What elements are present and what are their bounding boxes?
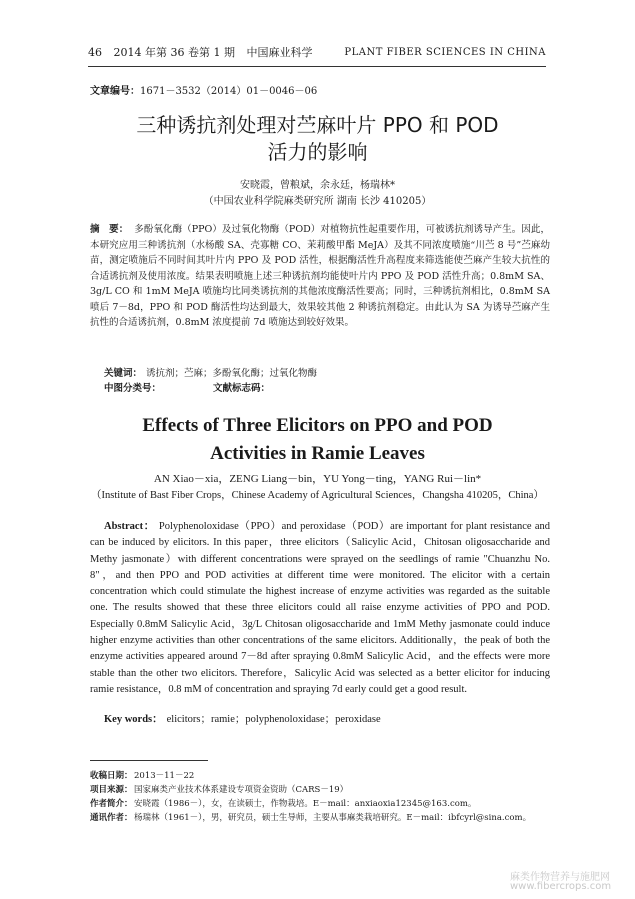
keywords-en-text: elicitors；ramie；polyphenoloxidase；peroxidase [166,714,381,725]
footnote-author-bio [90,797,550,811]
title-zh-line1: 三种诱抗剂处理对苎麻叶片 PPO 和 POD [136,113,499,137]
title-zh [0,112,635,166]
journal-name-zh: 中国麻业科学 [246,46,313,59]
footnote-text: 安晓霞（1986－），女，在读硕士，作物栽培。E－mail：anxiaoxia12345@163.com。 [134,799,477,809]
abstract-en-text: Polyphenoloxidase（PPO）and peroxidase（POD）are important for plant resistance and can be induced by elicitors. In this paper，three elicitors（Salicylic Acid，Chitosan oligosaccharide and Methy jasmonate）with different concentrations were sprayed on the seedlings of ramie "Chuanzhu No. 8"，and then PPO and POD activities at different time were monitored. The elicitor with a certain concentration which could stimulate the highest increase of enzyme activities was regarded as the suitable one. The results showed that these three elicitors could all raise enzyme activities of PPO and POD. Especially 0.8mM Salicylic Acid，3g/L Chitosan oligosaccharide and 1mM Methy jasmonate could induce higher enzyme activities than other concentrations of the same elicitors. Additionally，the peak of both the enzyme activities appeared around 7－8d after spraying 0.8mM Salicylic Acid，and the effects were more stable than the other two elicitors. Therefore，Salicylic Acid was selected as a better elicitor for inducing ramie resistance，0.8 mM of concentration and spraying 7d early could get a good result. [90,521,550,695]
abstract-en [90,519,550,698]
title-en [0,412,635,468]
issue-info: 2014 年第 36 卷第 1 期 [113,46,235,59]
abstract-zh [90,222,550,331]
watermark-line1: 麻类作物营养与施肥网 [510,872,610,883]
authors-zh: 安晓霞，曾粮斌，余永廷，杨瑞林* [240,180,395,191]
abstract-zh-label: 摘 要： [90,224,129,235]
running-header [88,46,546,67]
title-zh-line2: 活力的影响 [267,140,368,164]
footnote-label: 通讯作者： [90,813,133,823]
affiliation-zh: （中国农业科学院麻类研究所 湖南 长沙 410205） [203,196,432,207]
footnote-text: 2013－11－22 [134,771,195,781]
keywords-zh-text: 诱抗剂；苎麻；多酚氧化酶；过氧化物酶 [146,368,318,379]
footnote-rule [90,760,208,761]
clc-label: 中图分类号： [104,383,162,394]
footnote-label: 收稿日期： [90,771,133,781]
footnote-text: 杨瑞林（1961－），男，研究员，硕士生导师，主要从事麻类栽培研究。E－mail：ibfcyrl@sina.com。 [134,813,532,823]
footnote-corresponding [90,811,550,825]
keywords-zh-label: 关键词： [104,368,143,379]
journal-name-en: PLANT FIBER SCIENCES IN CHINA [344,47,546,58]
page-number: 46 [88,46,102,59]
footnote-received [90,769,550,783]
abstract-zh-text: 多酚氧化酶（PPO）及过氧化物酶（POD）对植物抗性起重要作用，可被诱抗剂诱导产生。因此，本研究应用三种诱抗剂（水杨酸 SA、壳寡糖 CO、茉莉酸甲酯 MeJA）及其不同浓度喷施“川苎 8 号”苎麻幼苗，测定喷施后不同时间其叶片内 PPO 及 POD 活性，根据酶活性升高程度来筛选能使苎麻产生较大抗性的合适诱抗剂及使用浓度。结果表明喷施上述三种诱抗剂均能使叶片内 PPO 及 POD 活性升高；0.8mM SA、3g/L CO 和 1mM MeJA 喷施均比同类诱抗剂的其他浓度酶活性要高；同时，三种诱抗剂相比，0.8mM SA 喷后 7－8d，PPO 和 POD 酶活性均达到最大，效果较其他 2 种诱抗剂稳定。由此认为 SA 为诱导苎麻产生抗性的合适诱抗剂，0.8mM 浓度提前 7d 喷施达到较好效果。 [90,224,550,328]
authors-en: AN Xiao－xia，ZENG Liang－bin，YU Yong－ting，YANG Rui－lin* [153,473,482,485]
keywords-en [104,711,381,726]
article-number [90,82,317,97]
footnote-text: 国家麻类产业技术体系建设专项资金资助（CARS－19） [134,785,349,795]
watermark-line2: www.fibercrops.com [510,881,612,892]
footnotes [90,769,550,825]
footnote-label: 项目来源： [90,785,133,795]
header-left [88,46,320,60]
keywords-zh [104,365,317,379]
doc-code-label: 文献标志码： [213,383,271,394]
footnote-funding [90,783,550,797]
article-number-value: 1671－3532（2014）01－0046－06 [140,86,318,97]
abstract-en-label: Abstract： [104,521,155,532]
affiliation-en: （Institute of Bast Fiber Crops，Chinese Academy of Agricultural Sciences，Changsha 410205，China） [91,490,544,501]
article-number-label: 文章编号： [90,86,140,97]
keywords-en-label: Key words： [104,714,163,725]
title-en-line1: Effects of Three Elicitors on PPO and POD [142,415,493,436]
footnote-label: 作者简介： [90,799,133,809]
classification-zh [104,380,322,394]
title-en-line2: Activities in Ramie Leaves [210,443,425,464]
